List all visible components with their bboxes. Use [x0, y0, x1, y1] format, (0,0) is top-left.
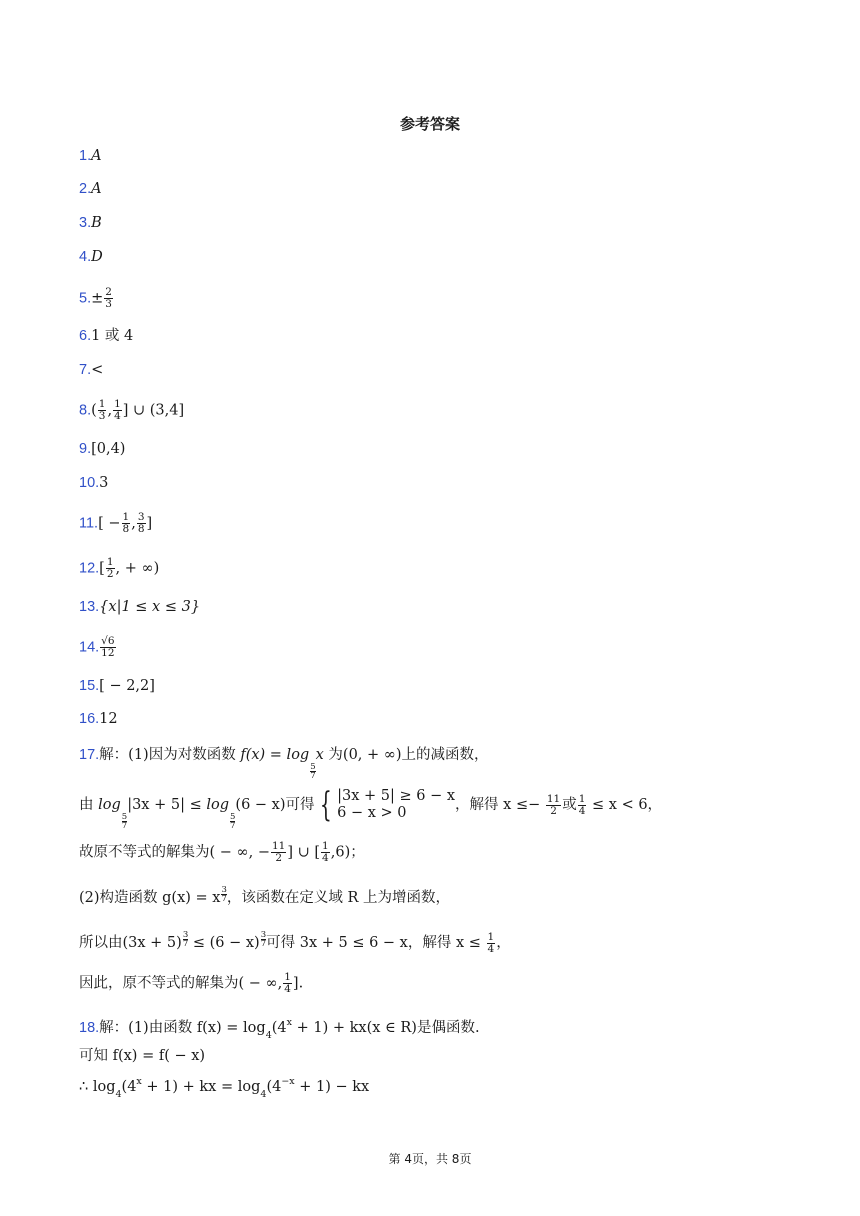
q17-line-1: 17.解：(1)因为对数函数 f(x) = log $\frac{5}{7}$ x 为(0, + ∞)上的减函数， [79, 747, 489, 781]
q17-line-2: 由 log $\frac{5}{7}$ |3x + 5| ≤ log $\frac{5}{7}$ (6 − x)可得 { |3x + 5| ≥ 6 − x 6 − x > 0 ，解得 x ≤− $\frac{11}{2}$ 或 $\frac{1}{4}$ ≤ x < 6， [79, 785, 663, 831]
fraction: $\frac{11}{2}$ [546, 792, 561, 817]
answer-7: 7.< [79, 362, 104, 378]
answer-8: 8.( $\frac{1}{3}$ , $\frac{1}{4}$ ] ∪ (3,4] [79, 398, 185, 422]
answer-10: 10.3 [79, 475, 109, 491]
answer-12: 12.[ $\frac{1}{2}$ , + ∞) [79, 556, 160, 580]
fraction: $\frac{1}{4}$ [487, 930, 495, 955]
fraction: $\frac{11}{2}$ [271, 840, 286, 864]
fraction: $\frac{√6}{12}$ [101, 635, 115, 659]
page-title: 参考答案 [399, 115, 460, 133]
log-base: $\frac{5}{7}$ [121, 812, 128, 831]
q18-line-3: ∴ $\log_4(4^x + 1)$ + kx = $\log_4(4^{-x} + 1)$ − kx [79, 1076, 370, 1100]
answer-3: 3.B [79, 215, 102, 231]
exponent: $\frac{3}{7}$ [260, 930, 267, 949]
q17-line-4: (2)构造函数 g(x) = x $\frac{3}{7}$ ，该函数在定义域 R 上为增函数， [79, 885, 451, 906]
log-base: $\frac{5}{7}$ [310, 762, 316, 781]
answer-4: 4.D [79, 249, 103, 265]
answer-9: 9.[0,4) [79, 441, 126, 457]
exponent: $\frac{3}{7}$ [182, 930, 189, 949]
q18-line-2: 可知 f(x) = f( − x) [79, 1048, 206, 1064]
fraction: $\frac{1}{2}$ [106, 556, 114, 580]
fraction: $\frac{1}{4}$ [578, 792, 586, 817]
fraction: $\frac{1}{4}$ [114, 398, 121, 422]
fraction: $\frac{3}{8}$ [137, 511, 145, 535]
inequality-system: { |3x + 5| ≥ 6 − x 6 − x > 0 [319, 785, 456, 825]
fraction: $\frac{1}{3}$ [98, 398, 106, 422]
fraction: $\frac{1}{8}$ [122, 511, 130, 535]
q17-line-6: 因此，原不等式的解集为( − ∞, $\frac{1}{4}$ ]. [79, 971, 304, 995]
answer-11: 11.[ − $\frac{1}{8}$ , $\frac{3}{8}$ ] [79, 511, 153, 535]
answer-15: 15.[ − 2,2] [79, 678, 155, 694]
answer-6: 6.1 或 4 [79, 328, 134, 344]
log-base: $\frac{5}{7}$ [229, 812, 236, 831]
q17-line-5: 所以由(3x + 5) $\frac{3}{7}$ ≤ (6 − x) $\frac{3}{7}$ 可得 3x + 5 ≤ 6 − x，解得 x ≤ $\frac{1}{4}$ ， [79, 930, 511, 955]
answer-16: 16.12 [79, 711, 118, 727]
page-footer: 第 4页，共 8页 [388, 1152, 472, 1166]
q18-line-1: 18.解：(1)由函数 $f(x) = \log_4(4^x + 1) + kx(x$ ∈ R)是偶函数. [79, 1017, 480, 1041]
fraction: $\frac{1}{4}$ [322, 840, 329, 864]
answer-1: 1.A [79, 148, 102, 164]
q17-line-3: 故原不等式的解集为( − ∞, − $\frac{11}{2}$ ] ∪ [ $\frac{1}{4}$ ,6)； [79, 840, 365, 864]
answer-14: 14. $\frac{√6}{12}$ [79, 635, 115, 659]
answer-13: 13.{x|1 ≤ x ≤ 3} [79, 599, 201, 615]
exponent: $\frac{3}{7}$ [221, 885, 227, 904]
fraction: $\frac{1}{4}$ [284, 971, 291, 995]
fraction: $\frac{2}{3}$ [105, 286, 112, 310]
answer-5: 5.± $\frac{2}{3}$ [79, 286, 112, 310]
answer-2: 2.A [79, 181, 102, 197]
